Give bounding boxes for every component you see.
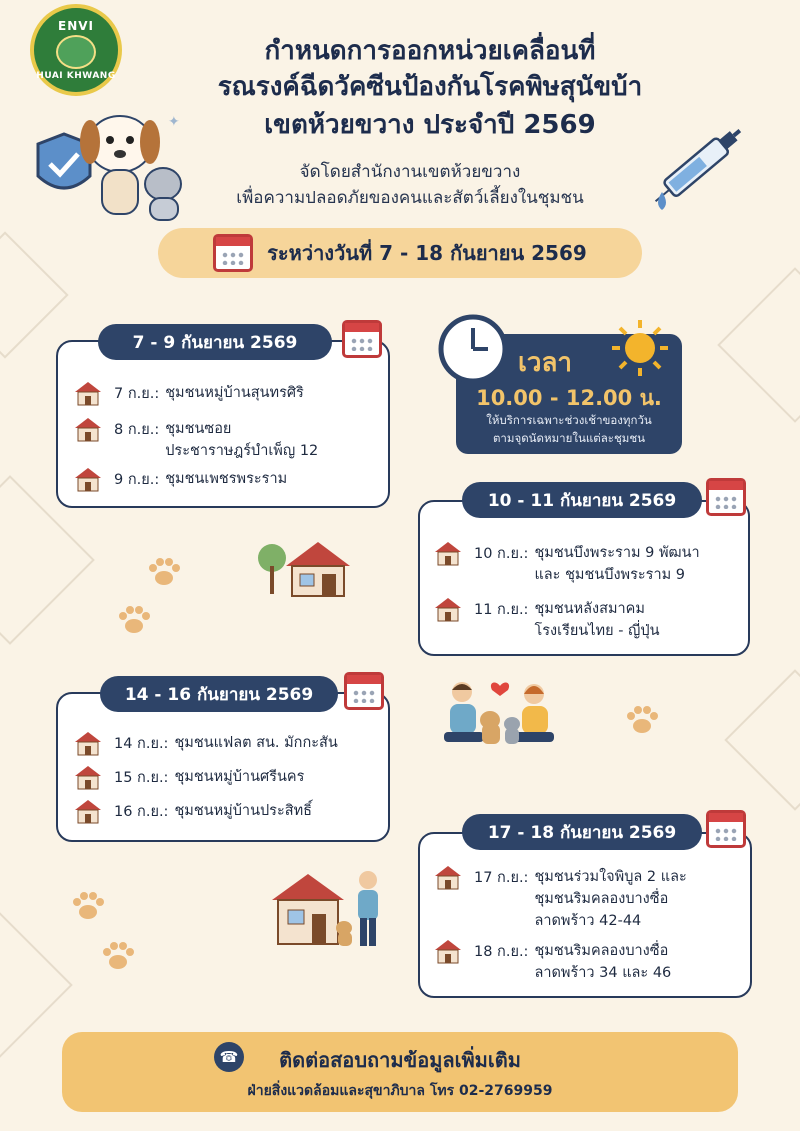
- schedule-item: 16 ก.ย.: ชุมชนหมู่บ้านประสิทธิ์: [72, 800, 312, 824]
- contact-phone-line: ฝ่ายสิ่งแวดล้อมและสุขาภิบาล โทร 02-2769959: [247, 1083, 553, 1099]
- house-icon: [432, 540, 464, 566]
- svg-text:✦: ✦: [168, 114, 180, 130]
- decor-chevron: [0, 231, 69, 358]
- calendar-icon: [706, 478, 746, 516]
- time-range: 10.00 - 12.00 น.: [476, 386, 662, 410]
- syringe-icon: [640, 104, 760, 220]
- time-note-1: ให้บริการเฉพาะช่วงเช้าของทุกวัน: [486, 413, 652, 427]
- schedule-item: 10 ก.ย.: ชุมชนบึงพระราม 9 พัฒนา และ ชุมชนบึงพระราม 9: [432, 542, 700, 586]
- paw-icon: [70, 890, 106, 922]
- house-icon: [72, 730, 104, 756]
- logo-emblem: [56, 35, 96, 69]
- logo-top-text: ENVI: [58, 19, 94, 33]
- title-line-1: กำหนดการออกหน่วยเคลื่อนที่: [264, 36, 596, 66]
- decor-chevron: [717, 267, 800, 423]
- contact-title: ติดต่อสอบถามข้อมูลเพิ่มเติม: [279, 1048, 521, 1072]
- schedule-item: 14 ก.ย.: ชุมชนแฟลต สน. มักกะสัน: [72, 732, 338, 756]
- phone-icon: ☎: [214, 1042, 244, 1072]
- schedule-item: 15 ก.ย.: ชุมชนหมู่บ้านศรีนคร: [72, 766, 304, 790]
- title-line-3: เขตห้วยขวาง ประจำปี 2569: [264, 110, 596, 140]
- schedule-card-2-heading: 10 - 11 กันยายน 2569: [462, 482, 702, 518]
- schedule-card-3-heading: 14 - 16 กันยายน 2569: [100, 676, 338, 712]
- house-icon: [72, 416, 104, 442]
- calendar-icon: [342, 320, 382, 358]
- district-logo: [30, 4, 122, 96]
- calendar-icon: [344, 672, 384, 710]
- cat-head: [145, 168, 181, 200]
- house-person-dog-illustration: [268, 866, 390, 950]
- calendar-icon: [213, 234, 253, 272]
- house-illustration: [256, 536, 356, 598]
- decor-chevron: [0, 907, 73, 1063]
- paw-icon: [146, 556, 182, 588]
- time-note-2: ตามจุดนัดหมายในแต่ละชุมชน: [492, 431, 646, 445]
- dog-ear: [80, 120, 100, 164]
- calendar-icon: [706, 810, 746, 848]
- house-icon: [72, 466, 104, 492]
- logo-bottom-text: HUAI KHWANG: [36, 71, 116, 81]
- house-icon: [432, 864, 464, 890]
- paw-icon: [624, 704, 660, 736]
- house-icon: [72, 798, 104, 824]
- schedule-card-1-heading: 7 - 9 กันยายน 2569: [98, 324, 332, 360]
- schedule-item: 8 ก.ย.: ชุมชนซอย ประชาราษฎร์บำเพ็ญ 12: [72, 418, 318, 462]
- clock-icon: [436, 312, 510, 386]
- title-line-2: รณรงค์ฉีดวัคซีนป้องกันโรคพิษสุนัขบ้า: [217, 72, 643, 102]
- date-range-banner: [158, 228, 642, 278]
- schedule-card-4-heading: 17 - 18 กันยายน 2569: [462, 814, 702, 850]
- sun-icon: [610, 318, 670, 378]
- heart-icon: [491, 683, 509, 696]
- paw-icon: [100, 940, 136, 972]
- dog-ear: [140, 120, 160, 164]
- decor-chevron: [724, 669, 800, 810]
- schedule-item: 18 ก.ย.: ชุมชนริมคลองบางซื่อ ลาดพร้าว 34 และ 46: [432, 940, 671, 984]
- schedule-item: 7 ก.ย.: ชุมชนหมู่บ้านสุนทรศิริ: [72, 382, 304, 406]
- dog-body: [102, 170, 138, 214]
- subtitle-line-1: จัดโดยสำนักงานเขตห้วยขวาง: [299, 162, 521, 182]
- family-pets-illustration: [440, 676, 556, 748]
- house-icon: [432, 596, 464, 622]
- cat-body: [150, 198, 178, 220]
- schedule-item: 9 ก.ย.: ชุมชนเพชรพระราม: [72, 468, 287, 492]
- house-icon: [432, 938, 464, 964]
- schedule-item: 11 ก.ย.: ชุมชนหลังสมาคม โรงเรียนไทย - ญี่ปุ่น: [432, 598, 660, 642]
- time-label: เวลา: [518, 348, 573, 378]
- dog-cat-illustration: [28, 104, 188, 224]
- date-range-text: ระหว่างวันที่ 7 - 18 กันยายน 2569: [267, 241, 587, 265]
- house-icon: [72, 380, 104, 406]
- house-icon: [72, 764, 104, 790]
- schedule-item: 17 ก.ย.: ชุมชนร่วมใจพิบูล 2 และ ชุมชนริมคลองบางซื่อ ลาดพร้าว 42-44: [432, 866, 687, 932]
- subtitle-line-2: เพื่อความปลอดภัยของคนและสัตว์เลี้ยงในชุมชน: [236, 188, 584, 208]
- contact-banner: [62, 1032, 738, 1112]
- paw-icon: [116, 604, 152, 636]
